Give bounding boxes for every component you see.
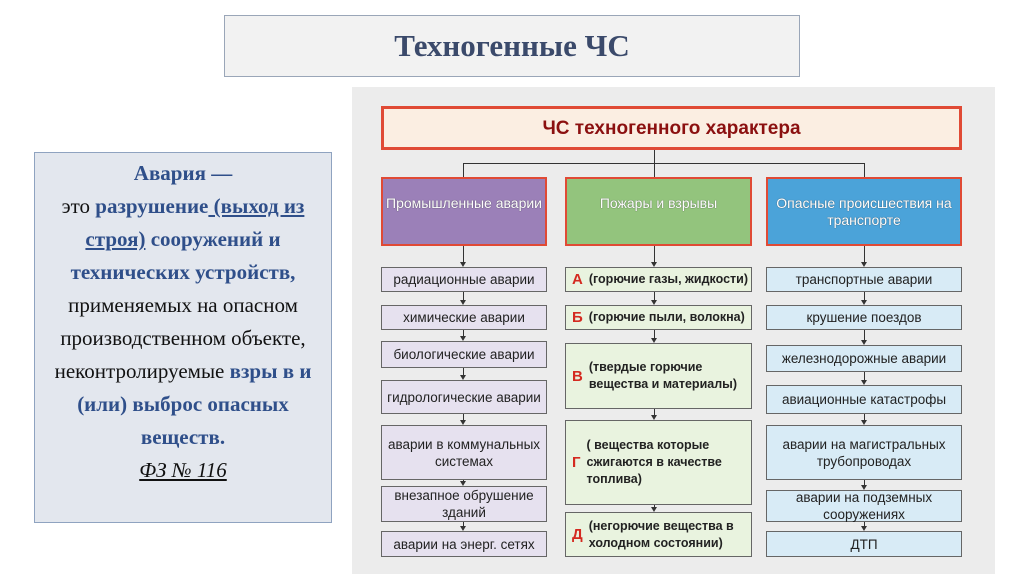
connector [864, 246, 865, 262]
connector [654, 292, 655, 300]
slide-title: Техногенные ЧС [224, 15, 800, 77]
category-fires: Пожары и взрывы [565, 177, 752, 246]
category-industrial: Промышленные аварии [381, 177, 547, 246]
fire-class-letter: Д [572, 526, 583, 543]
connector [864, 330, 865, 340]
industrial-item: биологические аварии [381, 341, 547, 368]
fire-class-text: (горючие пыли, волокна) [588, 310, 745, 324]
connector [864, 292, 865, 300]
def-highlight: сооружений и технических устройств, [70, 227, 296, 284]
fire-class-item [565, 267, 752, 292]
transport-item: авиационные катастрофы [766, 385, 962, 414]
fire-class-item [565, 512, 752, 557]
law-reference: ФЗ № 116 [139, 458, 227, 482]
category-transport: Опасные происшествия на транспорте [766, 177, 962, 246]
fire-class-item [565, 343, 752, 409]
connector [463, 246, 464, 262]
connector [654, 330, 655, 338]
connector [654, 163, 655, 177]
fire-class-item [565, 420, 752, 505]
def-highlight: разрушение [95, 194, 209, 218]
fire-class-letter: Г [572, 454, 581, 471]
industrial-item: радиационные аварии [381, 267, 547, 292]
transport-item: ДТП [766, 531, 962, 557]
fire-class-text: ( вещества которые сжигаются в качестве топлива) [586, 438, 722, 486]
def-text: это [61, 194, 96, 218]
industrial-item: гидрологические аварии [381, 380, 547, 414]
connector [864, 163, 865, 177]
transport-item: аварии на подземных сооружениях [766, 490, 962, 522]
industrial-item: химические аварии [381, 305, 547, 330]
connector [864, 372, 865, 380]
fire-class-item [565, 305, 752, 330]
connector [654, 150, 655, 163]
industrial-item: аварии в коммунальных системах [381, 425, 547, 480]
root-node: ЧС техногенного характера [381, 106, 962, 150]
connector [463, 163, 464, 177]
def-text: применяемых на опасном производственном объекте, неконтролируемые [54, 293, 306, 383]
definition-term: Авария — [133, 161, 233, 185]
fire-class-letter: Б [572, 309, 583, 326]
fire-class-text: (негорючие вещества в холодном состоянии) [588, 518, 734, 550]
transport-item: аварии на магистральных трубопроводах [766, 425, 962, 480]
connector [463, 368, 464, 375]
transport-item: крушение поездов [766, 305, 962, 330]
industrial-item: внезапное обрушение зданий [381, 486, 547, 522]
def-highlight-underlined: (выход из строя) [85, 194, 305, 251]
industrial-item: аварии на энерг. сетях [381, 531, 547, 557]
transport-item: железнодорожные аварии [766, 345, 962, 372]
fire-class-letter: А [572, 271, 583, 288]
fire-class-text: (горючие газы, жидкости) [588, 272, 748, 286]
connector [654, 246, 655, 262]
definition-box [34, 152, 332, 523]
transport-item: транспортные аварии [766, 267, 962, 292]
fire-class-letter: В [572, 367, 583, 385]
connector [463, 163, 864, 164]
fire-class-text: (твердые горючие вещества и материалы) [588, 360, 737, 391]
connector [463, 292, 464, 300]
def-highlight: взры в и (или) выброс опасных веществ. [77, 359, 312, 449]
